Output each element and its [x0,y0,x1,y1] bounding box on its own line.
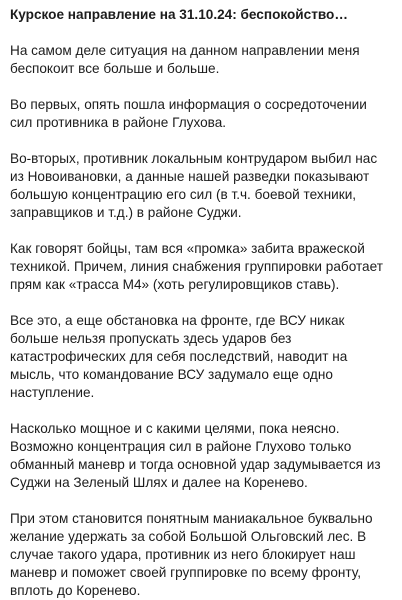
post-paragraph-7: При этом становится понятным маниакальное буквально желание удержать за собой Большой Ольговский лес. В случае такого удара, противник из него блокирует наш маневр и поможет своей группировке по всему фронту, вплоть до Коренево. [10,511,373,598]
post-paragraph-4: Как говорят бойцы, там вся «промка» забита вражеской техникой. Причем, линия снабжения группировки работает прям как «трасса М4» (хоть регулировщиков ставь). [10,241,383,292]
post-paragraph-2: Во первых, опять пошла информация о сосредоточении сил противника в районе Глухова. [10,97,367,130]
post-paragraph-3: Во-вторых, противник локальным контрударом выбил нас из Новоивановки, а данные нашей разведки показывают большую концентрацию его сил (в т.ч. боевой техники, заправщиков и т.д.) в районе Суджи. [10,151,378,220]
post-paragraph-5: Все это, а еще обстановка на фронте, где ВСУ никак больше нельзя пропускать здесь ударов без катастрофических для себя последствий, наводит на мысль, что командование ВСУ задумало еще одно наступление. [10,313,348,400]
post-title: Курское направление на 31.10.24: беспокойство… [10,7,348,22]
post-paragraph-6: Насколько мощное и с какими целями, пока неясно. Возможно концентрация сил в районе Глухово только обманный маневр и тогда основной удар задумывается из Суджи на Зеленый Шлях и далее на Коренево. [10,421,381,490]
post-paragraph-1: На самом деле ситуация на данном направлении меня беспокоит все больше и больше. [10,43,360,76]
